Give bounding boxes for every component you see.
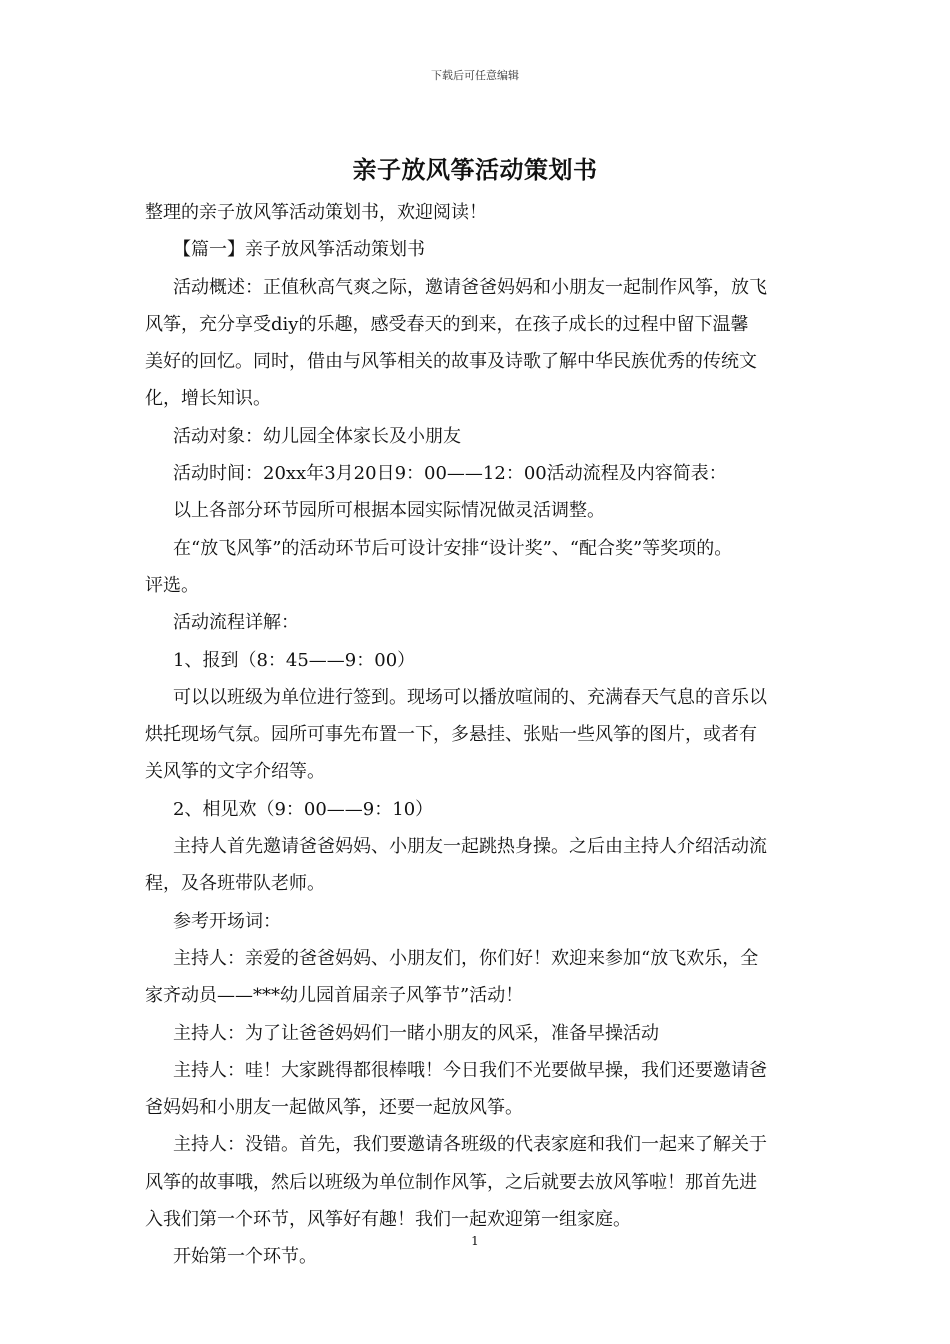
paragraph-line: 入我们第一个环节，风筝好有趣！我们一起欢迎第一组家庭。 [145,1209,631,1231]
paragraph-line: 活动概述：正值秋高气爽之际，邀请爸爸妈妈和小朋友一起制作风筝，放飞 [173,276,767,298]
paragraph-line: 活动对象：幼儿园全体家长及小朋友 [173,425,461,447]
page-number: 1 [471,1234,479,1248]
paragraph-line: 以上各部分环节园所可根据本园实际情况做灵活调整。 [173,500,605,522]
paragraph-line: 1、报到（8：45——9：00） [173,649,416,671]
paragraph-line: 烘托现场气氛。园所可事先布置一下，多悬挂、张贴一些风筝的图片，或者有 [145,724,757,746]
paragraph-line: 2、相见欢（9：00——9：10） [173,798,434,820]
paragraph-line: 主持人：没错。首先，我们要邀请各班级的代表家庭和我们一起来了解关于 [173,1134,767,1156]
paragraph-line: 参考开场词： [173,910,281,932]
paragraph-line: 主持人首先邀请爸爸妈妈、小朋友一起跳热身操。之后由主持人介绍活动流 [173,836,767,858]
paragraph-line: 主持人：为了让爸爸妈妈们一睹小朋友的风采，准备早操活动 [173,1022,659,1044]
header-note: 下载后可任意编辑 [431,69,519,82]
paragraph-line: 评选。 [145,574,199,596]
document-body [145,194,807,1276]
paragraph-line: 家齐动员——***幼儿园首届亲子风筝节”活动！ [145,985,524,1007]
paragraph-line: 活动流程详解： [173,612,299,634]
paragraph-line: 爸妈妈和小朋友一起做风筝，还要一起放风筝。 [145,1097,523,1119]
document-title: 亲子放风筝活动策划书 [352,155,598,184]
section-heading: 【篇一】亲子放风筝活动策划书 [173,239,425,261]
paragraph-line: 主持人：亲爱的爸爸妈妈、小朋友们，你们好！欢迎来参加“放飞欢乐，全 [173,947,759,969]
paragraph-line: 开始第一个环节。 [173,1246,317,1268]
paragraph-line: 化，增长知识。 [145,388,271,410]
paragraph-line: 关风筝的文字介绍等。 [145,761,325,783]
paragraph-line: 美好的回忆。同时，借由与风筝相关的故事及诗歌了解中华民族优秀的传统文 [145,351,757,373]
intro-line: 整理的亲子放风筝活动策划书，欢迎阅读！ [145,202,487,223]
paragraph-line: 程，及各班带队老师。 [145,873,325,895]
paragraph-line: 风筝，充分享受diy的乐趣，感受春天的到来，在孩子成长的过程中留下温馨 [145,313,749,335]
paragraph-line: 在“放飞风筝”的活动环节后可设计安排“设计奖”、“配合奖”等奖项的。 [173,537,733,559]
paragraph-line: 风筝的故事哦，然后以班级为单位制作风筝，之后就要去放风筝啦！那首先进 [145,1171,757,1193]
paragraph-line: 主持人：哇！大家跳得都很棒哦！今日我们不光要做早操，我们还要邀请爸 [173,1059,767,1081]
paragraph-line: 可以以班级为单位进行签到。现场可以播放喧闹的、充满春天气息的音乐以 [173,686,767,708]
paragraph-line: 活动时间：20xx年3月20日9：00——12：00活动流程及内容简表： [173,463,727,485]
